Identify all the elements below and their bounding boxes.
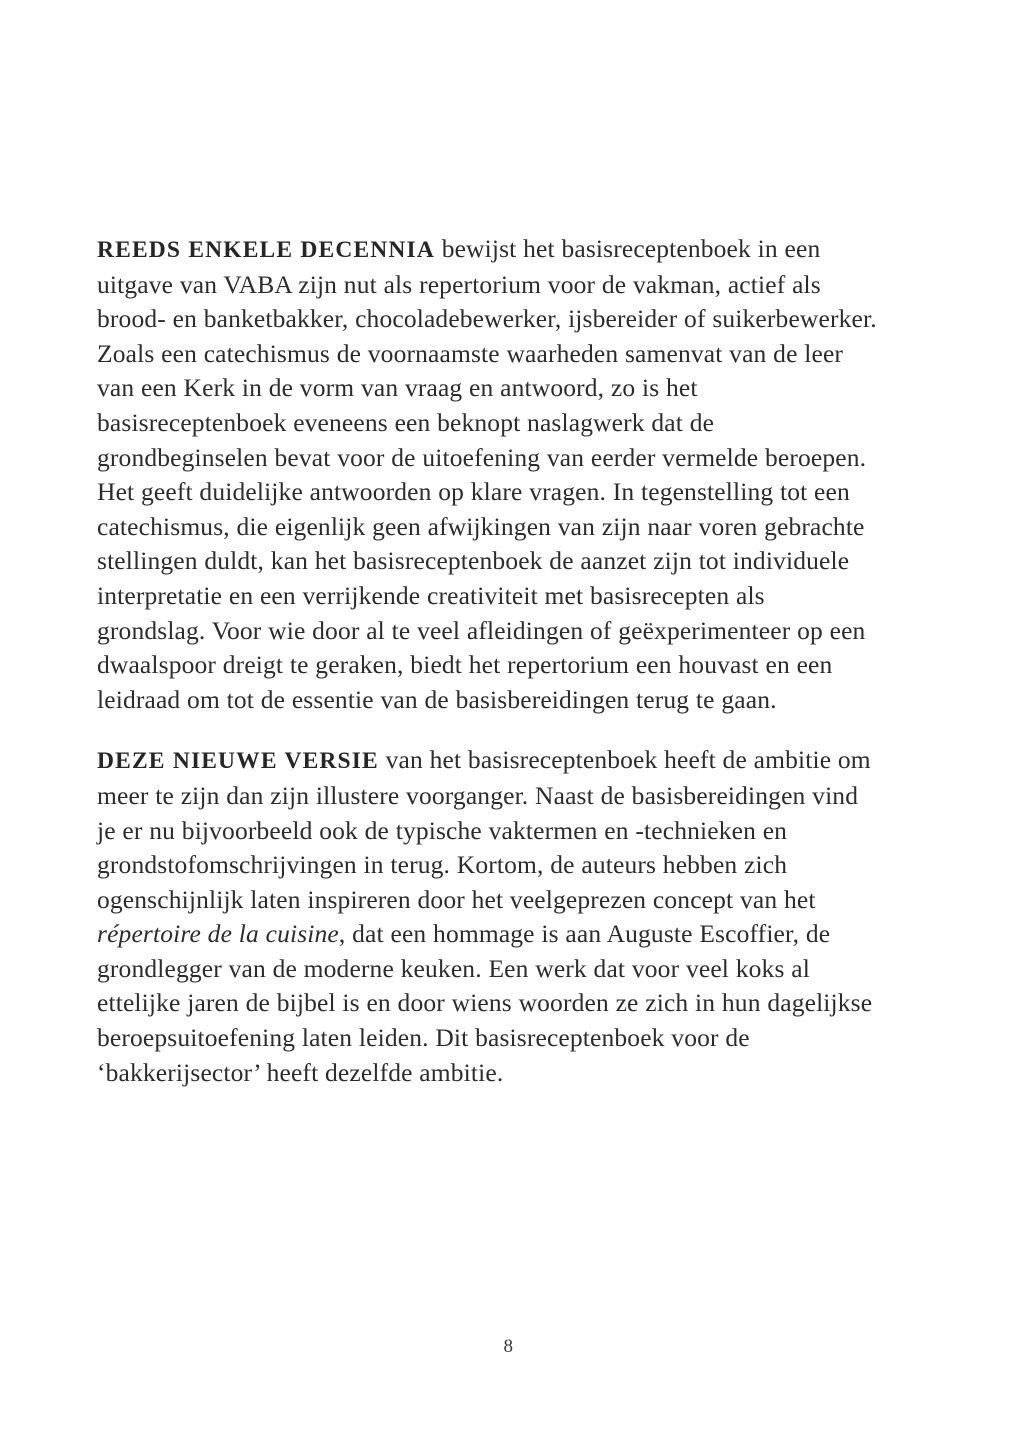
page-number: 8 — [503, 1336, 514, 1357]
paragraph-1 — [97, 232, 879, 717]
paragraph-1-body-before-italic: bewijst het basisreceptenboek in een uitgave van VABA zijn nut als repertorium voor de vakman, actief als brood- en banketbakker, chocoladebewerker, ijsbereider of suikerbewerker. Zoals een catechismus de voornaamste waarheden samenvat van de leer van een Kerk in de vorm van vraag en antwoord, zo is het basisreceptenboek eveneens een beknopt naslagwerk dat de grondbeginselen bevat voor de uitoefening van eerder vermelde beroepen. Het geeft duidelijke antwoorden op klare vragen. In tegenstelling tot een catechismus, die eigenlijk geen afwijkingen van zijn naar voren gebrachte stellingen duldt, kan het basisreceptenboek de aanzet zijn tot individuele interpretatie en een verrijkende creativiteit met basisrecepten als grondslag. Voor wie door al te veel afleidingen of geëxperimenteer op een dwaalspoor dreigt te geraken, biedt het repertorium een houvast en een leidraad om tot de essentie van de basisbereidingen terug te gaan. — [97, 234, 877, 714]
body-text-block — [97, 232, 879, 1090]
paragraph-2-italic-phrase: répertoire de la cuisine — [97, 919, 339, 949]
paragraph-2-body-after-italic: , dat een hommage is aan Auguste Escoffier, de grondlegger van de moderne keuken. Een werk dat voor veel koks al ettelijke jaren de bijbel is en door wiens woorden ze zich in hun dagelijkse beroepsuitoefening laten leiden. Dit basisreceptenboek voor de ‘bakkerijsector’ heeft dezelfde ambitie. — [97, 919, 873, 1087]
paragraph-2-lead-in: DEZE NIEUWE VERSIE — [97, 748, 379, 775]
paragraph-2-body-before-italic: van het basisreceptenboek heeft de ambitie om meer te zijn dan zijn illustere voorganger. Naast de basisbereidingen vind je er nu bijvoorbeeld ook de typische vaktermen en -technieken en grondstofomschrijvingen in terug. Kortom, de auteurs hebben zich ogenschijnlijk laten inspireren door het veelgeprezen concept van het — [97, 745, 871, 914]
paragraph-1-lead-in: REEDS ENKELE DECENNIA — [97, 237, 435, 263]
paragraph-2 — [97, 743, 879, 1090]
